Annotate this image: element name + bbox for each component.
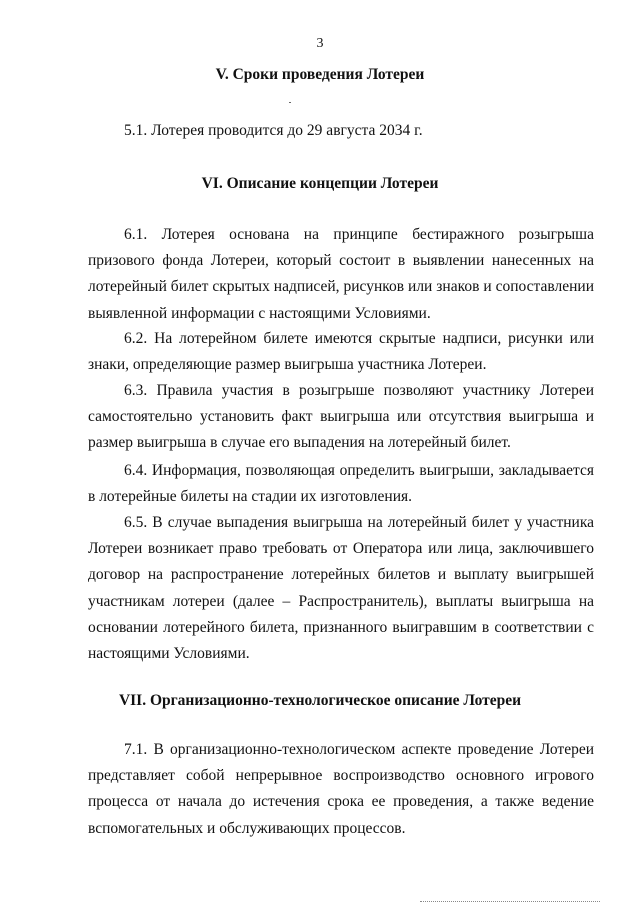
section-heading-vi: VI. Описание концепции Лотереи [201, 175, 439, 192]
paragraph-6-5: 6.5. В случае выпадения выигрыша на лотерейный билет у участника Лотереи возникает право требовать от Оператора или лица, заключившего договор на распространение лотерейных билетов и выплату выигрышей участникам лотереи (далее – Распространитель), выплаты выигрыша на основании лотерейного билета, признанного выигравшим в соответствии с настоящими Условиями. [88, 514, 594, 663]
section-heading-v: V. Сроки проведения Лотереи [215, 66, 425, 83]
page-number: 3 [316, 36, 324, 51]
paragraph-6-3: 6.3. Правила участия в розыгрыше позволяют участнику Лотереи самостоятельно установить факт выигрыша или отсутствия выигрыша и размер выигрыша в случае его выпадения на лотерейный билет. [88, 382, 594, 452]
paragraph-6-2: 6.2. На лотерейном билете имеются скрытые надписи, рисунки или знаки, определяющие размер выигрыша участника Лотереи. [88, 330, 594, 374]
paragraph-5-1: 5.1. Лотерея проводится до 29 августа 2034 г. [124, 122, 423, 139]
scan-edge-mark [420, 901, 600, 903]
scan-speck [289, 102, 291, 103]
paragraph-6-4: 6.4. Информация, позволяющая определить выигрыши, закладывается в лотерейные билеты на стадии их изготовления. [88, 462, 594, 506]
section-heading-vii: VII. Организационно-технологическое описание Лотереи [118, 692, 522, 709]
paragraph-6-1: 6.1. Лотерея основана на принципе бестиражного розыгрыша призового фонда Лотереи, который состоит в выявлении нанесенных на лотерейный билет скрытых надписей, рисунков или знаков и сопоставлении выявленной информации с настоящими Условиями. [88, 226, 594, 322]
paragraph-7-1: 7.1. В организационно-технологическом аспекте проведение Лотереи представляет собой непрерывное воспроизводство основного игрового процесса от начала до истечения срока ее проведения, а также ведение вспомогательных и обслуживающих процессов. [88, 741, 594, 837]
